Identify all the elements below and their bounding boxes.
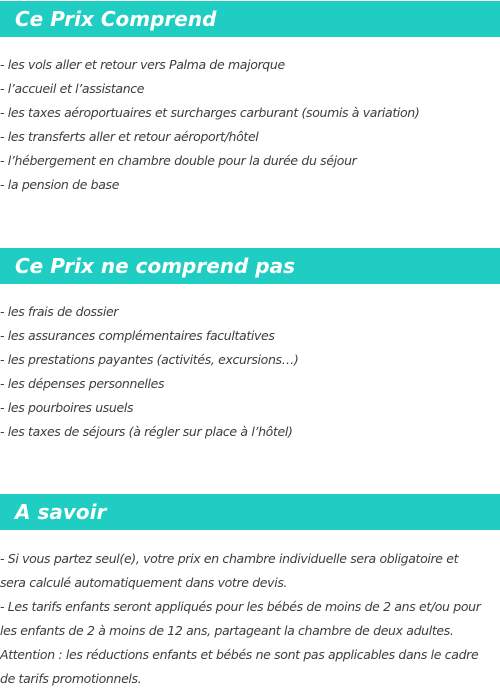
list-item: - les dépenses personnelles <box>0 376 165 391</box>
note-line: Attention : les réductions enfants et bébés ne sont pas applicables dans le cadre <box>0 647 479 662</box>
list-item: - les vols aller et retour vers Palma de majorque <box>0 57 285 72</box>
note-line: sera calculé automatiquement dans votre devis. <box>0 575 288 590</box>
list-item: - l’accueil et l’assistance <box>0 81 145 96</box>
note-line: de tarifs promotionnels. <box>0 671 142 686</box>
list-item: - les prestations payantes (activités, excursions…) <box>0 352 299 367</box>
good-to-know-notes <box>0 547 500 691</box>
list-item: - les frais de dossier <box>0 304 119 319</box>
included-list <box>0 53 500 197</box>
list-item: - l’hébergement en chambre double pour la durée du séjour <box>0 153 357 168</box>
note-paragraph <box>0 595 500 691</box>
list-item: - les transferts aller et retour aéroport/hôtel <box>0 129 259 144</box>
note-line: les enfants de 2 à moins de 12 ans, partageant la chambre de deux adultes. <box>0 623 454 638</box>
section-header-good-to-know <box>0 494 500 530</box>
excluded-list <box>0 300 500 444</box>
note-paragraph <box>0 547 500 595</box>
section-header-price-includes <box>0 1 500 37</box>
section-title: A savoir <box>15 500 107 524</box>
section-header-price-excludes <box>0 248 500 284</box>
list-item: - les taxes de séjours (à régler sur place à l’hôtel) <box>0 424 293 439</box>
list-item: - les assurances complémentaires facultatives <box>0 328 275 343</box>
note-line: - Les tarifs enfants seront appliqués pour les bébés de moins de 2 ans et/ou pour <box>0 599 481 614</box>
list-item: - les pourboires usuels <box>0 400 134 415</box>
list-item: - la pension de base <box>0 177 120 192</box>
list-item: - les taxes aéroportuaires et surcharges carburant (soumis à variation) <box>0 105 420 120</box>
note-line: - Si vous partez seul(e), votre prix en chambre individuelle sera obligatoire et <box>0 551 459 566</box>
section-title: Ce Prix Comprend <box>15 7 217 31</box>
section-title: Ce Prix ne comprend pas <box>15 254 296 278</box>
